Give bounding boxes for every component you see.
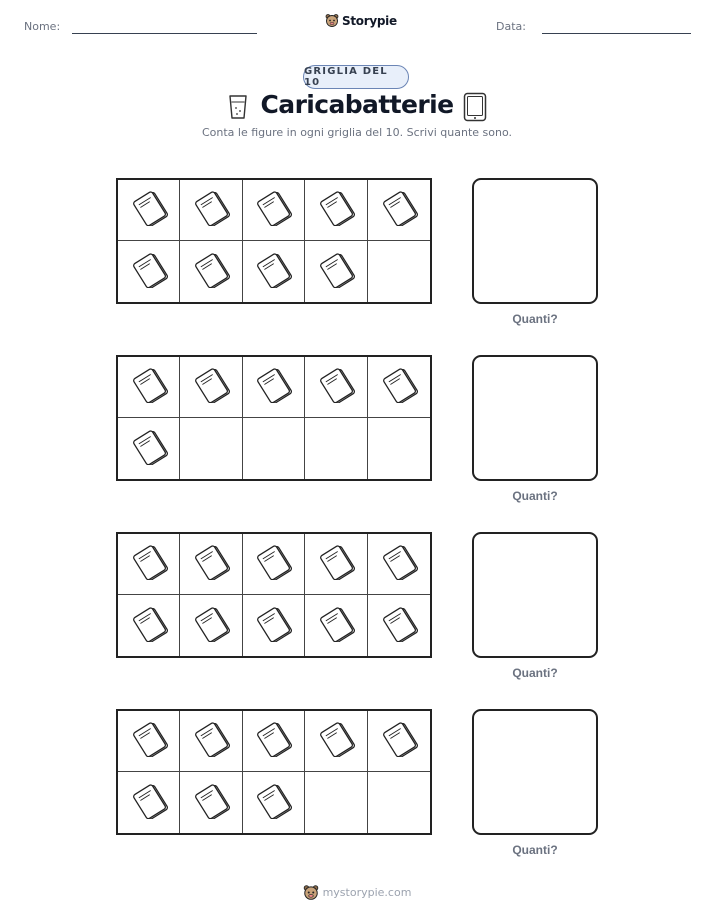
storypie-mascot-icon	[325, 13, 339, 28]
answer-box-4[interactable]	[472, 709, 598, 835]
ten-frame-1	[116, 178, 432, 304]
ten-frame-3	[116, 532, 432, 658]
tablet-icon	[251, 783, 295, 823]
tablet-icon	[189, 544, 233, 584]
tablet-icon	[127, 190, 171, 230]
tablet-icon	[127, 783, 171, 823]
footer-url: mystorypie.com	[322, 886, 412, 899]
ten-frame-cell	[305, 772, 367, 833]
ten-frame-cell	[368, 711, 430, 772]
name-line[interactable]	[72, 33, 257, 34]
tablet-icon	[377, 606, 421, 646]
ten-frame-cell	[243, 772, 305, 833]
tablet-icon	[127, 367, 171, 407]
ten-frame-cell	[243, 711, 305, 772]
instructions: Conta le figure in ogni griglia del 10. Scrivi quante sono.	[201, 126, 512, 139]
ten-frame-cell	[243, 357, 305, 418]
tablet-icon	[189, 252, 233, 292]
tablet-icon	[251, 721, 295, 761]
ten-frame-cell	[368, 418, 430, 479]
ten-frame-cell	[305, 711, 367, 772]
brand-logo	[325, 13, 397, 28]
tablet-icon	[251, 544, 295, 584]
tablet-icon	[314, 606, 358, 646]
name-label: Nome:	[24, 20, 61, 33]
ten-frame-cell	[243, 595, 305, 656]
ten-frame-cell	[180, 595, 242, 656]
tablet-icon	[314, 190, 358, 230]
ten-frame-cell	[118, 180, 180, 241]
tablet-icon	[377, 721, 421, 761]
ten-frame-cell	[243, 534, 305, 595]
ten-frame-cell	[368, 534, 430, 595]
tablet-icon	[251, 606, 295, 646]
worksheet-type-badge: GRIGLIA DEL 10	[303, 65, 409, 89]
ten-frame-cell	[118, 534, 180, 595]
tablet-icon	[251, 367, 295, 407]
answer-label-2: Quanti?	[512, 489, 558, 503]
ten-frame-cell	[368, 772, 430, 833]
ten-frame-cell	[180, 418, 242, 479]
tablet-icon	[127, 544, 171, 584]
ten-frame-cell	[118, 357, 180, 418]
ten-frame-cell	[368, 595, 430, 656]
ten-frame-cell	[368, 357, 430, 418]
storypie-mascot-icon	[303, 884, 319, 901]
ten-frame-cell	[243, 180, 305, 241]
ten-frame-cell	[180, 180, 242, 241]
tablet-icon	[377, 544, 421, 584]
brand-name: Storypie	[342, 13, 397, 28]
ten-frame-cell	[243, 418, 305, 479]
tablet-icon	[314, 544, 358, 584]
tablet-icon	[377, 190, 421, 230]
ten-frame-cell	[305, 241, 367, 302]
tablet-icon	[189, 721, 233, 761]
answer-box-2[interactable]	[472, 355, 598, 481]
ten-frame-cell	[180, 241, 242, 302]
tablet-icon	[251, 190, 295, 230]
tablet-icon	[189, 606, 233, 646]
ten-frame-cell	[118, 241, 180, 302]
ten-frame-cell	[180, 357, 242, 418]
tablet-icon	[189, 190, 233, 230]
tablet-icon	[127, 606, 171, 646]
tablet-icon	[127, 252, 171, 292]
tablet-icon	[127, 721, 171, 761]
ten-frame-cell	[305, 357, 367, 418]
ten-frame-cell	[368, 241, 430, 302]
answer-label-1: Quanti?	[512, 312, 558, 326]
ten-frame-cell	[305, 418, 367, 479]
ten-frame-cell	[180, 772, 242, 833]
date-line[interactable]	[542, 33, 691, 34]
tablet-icon	[377, 367, 421, 407]
tablet-icon	[314, 721, 358, 761]
ten-frame-cell	[118, 595, 180, 656]
ten-frame-cell	[118, 711, 180, 772]
ten-frame-cell	[118, 772, 180, 833]
ten-frame-cell	[305, 595, 367, 656]
tablet-icon	[189, 367, 233, 407]
footer	[0, 884, 714, 901]
ten-frame-cell	[368, 180, 430, 241]
tablet-icon	[127, 429, 171, 469]
ten-frame-2	[116, 355, 432, 481]
tablet-icon	[314, 252, 358, 292]
ten-frame-4	[116, 709, 432, 835]
ten-frame-cell	[305, 180, 367, 241]
tablet-icon	[314, 367, 358, 407]
answer-label-4: Quanti?	[512, 843, 558, 857]
answer-label-3: Quanti?	[512, 666, 558, 680]
date-label: Data:	[496, 20, 526, 33]
ten-frame-cell	[118, 418, 180, 479]
ten-frame-cell	[180, 534, 242, 595]
ten-frame-cell	[243, 241, 305, 302]
tablet-icon	[189, 783, 233, 823]
page-title: Caricabatterie	[260, 90, 454, 119]
tablet-icon	[463, 92, 487, 122]
tablet-icon	[251, 252, 295, 292]
answer-box-3[interactable]	[472, 532, 598, 658]
ten-frame-cell	[305, 534, 367, 595]
answer-box-1[interactable]	[472, 178, 598, 304]
ten-frame-cell	[180, 711, 242, 772]
